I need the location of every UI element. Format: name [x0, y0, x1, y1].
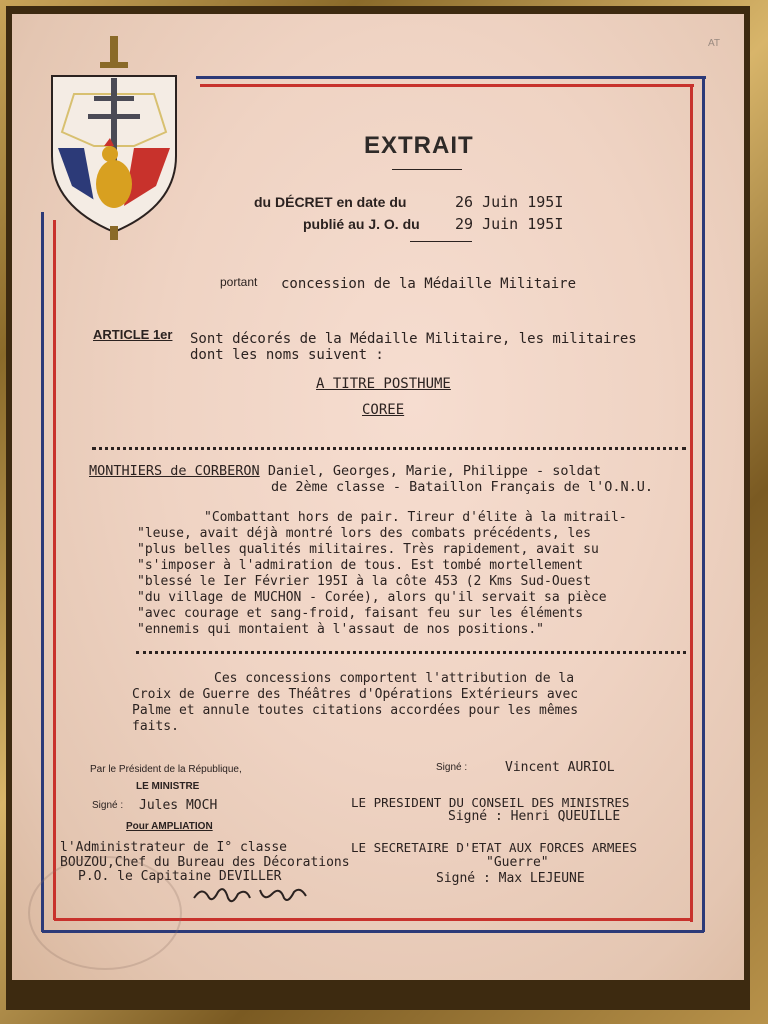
secretaire-etat: LE SECRETAIRE D'ETAT AUX FORCES ARMEES	[351, 840, 637, 855]
citation-line: "s'imposer à l'admiration de tous. Est tombé mortellement	[137, 558, 584, 573]
heading-coree: COREE	[362, 402, 405, 418]
heading-posthume: A TITRE POSTHUME	[316, 376, 451, 392]
handwritten-signature	[190, 880, 320, 910]
bureau-decorations-line: BOUZOU,Chef du Bureau des Décorations	[60, 855, 350, 870]
par-le-president: Par le Président de la République,	[90, 764, 242, 775]
article-label	[93, 327, 172, 342]
citation-line: "du village de MUCHON - Corée), alors qu'il servait sa pièce	[137, 590, 607, 605]
secretaire-signe: Signé : Max LEJEUNE	[436, 871, 585, 886]
coat-of-arms-emblem	[44, 36, 184, 246]
concession-line: Ces concessions comportent l'attribution de la	[214, 671, 575, 686]
border-red-top	[200, 84, 694, 87]
decret-prefix: du DÉCRET en date du	[254, 194, 407, 210]
title-rule	[392, 169, 462, 170]
citation-line: "leuse, avait déjà montré lors des combats précédents, les	[137, 526, 591, 541]
administrateur-line: l'Administrateur de I° classe	[60, 840, 287, 855]
citation-line: "Combattant hors de pair. Tireur d'élite à la mitrail-	[204, 510, 627, 525]
portant-label: portant	[220, 275, 258, 289]
corner-mark: AT	[708, 38, 721, 49]
citation-line: "ennemis qui montaient à l'assaut de nos positions."	[137, 622, 544, 637]
le-ministre: LE MINISTRE	[136, 781, 200, 792]
guerre-label: "Guerre"	[486, 855, 549, 870]
capitaine-line: P.O. le Capitaine DEVILLER	[78, 869, 282, 884]
concession-line: faits.	[132, 719, 179, 734]
soldier-name: MONTHIERS de CORBERON	[89, 463, 260, 479]
ministre-signe-name: Jules MOCH	[139, 798, 218, 813]
document-title: EXTRAIT	[364, 132, 474, 159]
concession-line: Croix de Guerre des Théâtres d'Opérations Extérieurs avec	[132, 687, 579, 702]
dotted-separator-1	[92, 447, 686, 450]
jo-prefix: publié au J. O. du	[303, 216, 420, 232]
pour-ampliation: Pour AMPLIATION	[126, 821, 213, 832]
article-line-2: dont les noms suivent :	[190, 347, 384, 363]
dotted-separator-2	[136, 651, 686, 654]
portant-text: concession de la Médaille Militaire	[281, 276, 577, 292]
border-red-left	[53, 220, 56, 920]
citation-line: "avec courage et sang-froid, faisant feu sur les éléments	[137, 606, 584, 621]
president-name: Vincent AURIOL	[505, 760, 615, 775]
faded-stamp	[28, 856, 182, 970]
president-conseil: LE PRESIDENT DU CONSEIL DES MINISTRES	[351, 795, 630, 810]
conseil-signe: Signé : Henri QUEUILLE	[448, 809, 621, 824]
soldier-given-names: Daniel, Georges, Marie, Philippe - soldat	[259, 463, 602, 479]
border-blue-left	[41, 212, 44, 932]
decret-date: 26 Juin 195I	[455, 193, 564, 211]
border-red-right	[690, 86, 693, 922]
article-label-text: ARTICLE 1er	[93, 327, 173, 342]
citation-line: "plus belles qualités militaires. Très rapidement, avait su	[137, 542, 599, 557]
border-blue-top	[196, 76, 706, 79]
president-signe-label: Signé :	[436, 762, 468, 773]
soldier-line-2: de 2ème classe - Bataillon Français de l'O.N.U.	[271, 479, 654, 495]
citation-line: "blessé le Ier Février 195I à la côte 453 (2 Kms Sud-Ouest	[137, 574, 591, 589]
concession-line: Palme et annule toutes citations accordées pour les mêmes	[132, 703, 579, 718]
jo-date: 29 Juin 195I	[455, 215, 564, 233]
border-blue-right	[702, 78, 705, 932]
article-line-1: Sont décorés de la Médaille Militaire, les militaires	[190, 331, 637, 347]
soldier-line-1	[89, 463, 601, 479]
date-rule	[410, 241, 472, 242]
ministre-signe-label: Signé :	[92, 800, 124, 811]
